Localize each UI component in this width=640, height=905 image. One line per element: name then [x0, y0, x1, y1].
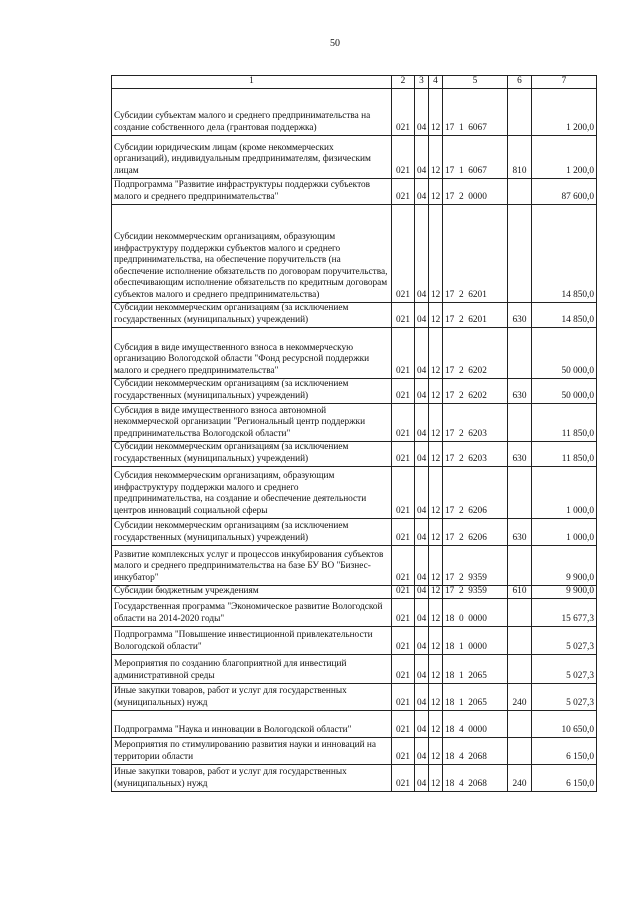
table-body	[112, 88, 597, 791]
row-name: Субсидии бюджетным учреждениям	[112, 585, 392, 598]
row-rz: 04	[415, 598, 429, 626]
table-row	[112, 302, 597, 327]
row-grbs: 021	[392, 598, 415, 626]
row-vr	[508, 626, 532, 654]
row-name: Субсидии некоммерческим организациям, образующим инфраструктуру поддержки субъектов малого и среднего предпринимательства, на обеспечение поручительств (на обеспечение исполнение обязательств по договорам поручительства, обеспечивающим исполнение обязательств по кредитным договорам субъектов малого и среднего предпринимательства)	[112, 204, 392, 302]
row-sum: 1 000,0	[532, 466, 597, 518]
row-sum: 6 150,0	[532, 737, 597, 764]
row-rz: 04	[415, 626, 429, 654]
row-csr: 17 2 6202	[443, 378, 508, 403]
row-sum: 1 200,0	[532, 88, 597, 135]
row-pr: 12	[429, 441, 443, 466]
row-name: Субсидия некоммерческим организациям, образующим инфраструктуру поддержки малого и среднего предпринимательства, на создание и обеспечение деятельности центров инноваций социальной сферы	[112, 466, 392, 518]
row-sum: 50 000,0	[532, 327, 597, 378]
table-row	[112, 178, 597, 204]
row-name: Государственная программа "Экономическое развитие Вологодской области на 2014-2020 годы"	[112, 598, 392, 626]
row-sum: 5 027,3	[532, 683, 597, 710]
row-csr: 17 2 9359	[443, 585, 508, 598]
table-row	[112, 441, 597, 466]
row-rz: 04	[415, 764, 429, 791]
row-sum: 9 900,0	[532, 545, 597, 585]
row-csr: 17 2 6202	[443, 327, 508, 378]
row-sum: 87 600,0	[532, 178, 597, 204]
row-vr	[508, 327, 532, 378]
row-pr: 12	[429, 654, 443, 683]
row-name: Подпрограмма "Развитие инфраструктуры поддержки субъектов малого и среднего предпринимательства"	[112, 178, 392, 204]
row-csr: 17 2 6203	[443, 403, 508, 441]
row-vr: 240	[508, 683, 532, 710]
row-rz: 04	[415, 466, 429, 518]
row-csr: 18 1 0000	[443, 626, 508, 654]
row-csr: 18 4 2068	[443, 764, 508, 791]
row-pr: 12	[429, 378, 443, 403]
row-rz: 04	[415, 518, 429, 545]
row-sum: 1 200,0	[532, 135, 597, 178]
table-row	[112, 710, 597, 737]
table-row	[112, 683, 597, 710]
row-grbs: 021	[392, 710, 415, 737]
row-rz: 04	[415, 710, 429, 737]
row-pr: 12	[429, 710, 443, 737]
row-name: Субсидии субъектам малого и среднего предпринимательства на создание собственного дела (грантовая поддержка)	[112, 88, 392, 135]
column-header: 4	[429, 76, 443, 89]
row-vr	[508, 466, 532, 518]
row-grbs: 021	[392, 737, 415, 764]
row-grbs: 021	[392, 204, 415, 302]
page-number: 50	[330, 38, 340, 49]
row-rz: 04	[415, 585, 429, 598]
row-sum: 15 677,3	[532, 598, 597, 626]
row-grbs: 021	[392, 302, 415, 327]
table-header-row	[112, 76, 597, 89]
row-csr: 17 1 6067	[443, 88, 508, 135]
row-vr: 630	[508, 378, 532, 403]
row-grbs: 021	[392, 545, 415, 585]
row-sum: 14 850,0	[532, 302, 597, 327]
row-name: Иные закупки товаров, работ и услуг для государственных (муниципальных) нужд	[112, 683, 392, 710]
row-grbs: 021	[392, 327, 415, 378]
row-pr: 12	[429, 626, 443, 654]
row-name: Иные закупки товаров, работ и услуг для государственных (муниципальных) нужд	[112, 764, 392, 791]
column-header: 6	[508, 76, 532, 89]
row-rz: 04	[415, 441, 429, 466]
row-name: Мероприятия по созданию благоприятной для инвестиций административной среды	[112, 654, 392, 683]
row-csr: 17 1 6067	[443, 135, 508, 178]
row-csr: 17 2 9359	[443, 545, 508, 585]
row-vr	[508, 598, 532, 626]
row-pr: 12	[429, 403, 443, 441]
row-vr	[508, 737, 532, 764]
row-grbs: 021	[392, 403, 415, 441]
row-pr: 12	[429, 737, 443, 764]
row-vr	[508, 88, 532, 135]
row-pr: 12	[429, 178, 443, 204]
table-row	[112, 327, 597, 378]
row-csr: 17 2 0000	[443, 178, 508, 204]
table-row	[112, 378, 597, 403]
row-rz: 04	[415, 403, 429, 441]
row-name: Подпрограмма "Повышение инвестиционной привлекательности Вологодской области"	[112, 626, 392, 654]
row-rz: 04	[415, 204, 429, 302]
row-name: Мероприятия по стимулированию развития науки и инноваций на территории области	[112, 737, 392, 764]
row-pr: 12	[429, 764, 443, 791]
row-vr: 630	[508, 302, 532, 327]
row-sum: 9 900,0	[532, 585, 597, 598]
row-sum: 50 000,0	[532, 378, 597, 403]
row-grbs: 021	[392, 626, 415, 654]
row-sum: 11 850,0	[532, 403, 597, 441]
table-row	[112, 764, 597, 791]
table-row	[112, 466, 597, 518]
row-grbs: 021	[392, 441, 415, 466]
row-rz: 04	[415, 737, 429, 764]
row-vr: 240	[508, 764, 532, 791]
row-sum: 10 650,0	[532, 710, 597, 737]
column-header: 2	[392, 76, 415, 89]
row-pr: 12	[429, 327, 443, 378]
table-row	[112, 518, 597, 545]
row-vr: 630	[508, 441, 532, 466]
budget-table	[111, 75, 597, 792]
row-vr	[508, 654, 532, 683]
table-row	[112, 654, 597, 683]
row-grbs: 021	[392, 654, 415, 683]
row-rz: 04	[415, 654, 429, 683]
row-csr: 17 2 6206	[443, 466, 508, 518]
row-vr: 610	[508, 585, 532, 598]
row-pr: 12	[429, 88, 443, 135]
row-pr: 12	[429, 135, 443, 178]
row-pr: 12	[429, 683, 443, 710]
row-name: Субсидии некоммерческим организациям (за исключением государственных (муниципальных) учреждений)	[112, 302, 392, 327]
row-vr	[508, 403, 532, 441]
row-sum: 5 027,3	[532, 654, 597, 683]
table-row	[112, 403, 597, 441]
table-row	[112, 737, 597, 764]
row-grbs: 021	[392, 466, 415, 518]
row-csr: 18 1 2065	[443, 683, 508, 710]
row-name: Субсидия в виде имущественного взноса в некоммерческую организацию Вологодской области "Фонд ресурсной поддержки малого и среднего предпринимательства"	[112, 327, 392, 378]
row-name: Субсидии юридическим лицам (кроме некоммерческих организаций), индивидуальным предпринимателям, физическим лицам	[112, 135, 392, 178]
row-grbs: 021	[392, 518, 415, 545]
table-row	[112, 88, 597, 135]
row-name: Субсидии некоммерческим организациям (за исключением государственных (муниципальных) учреждений)	[112, 378, 392, 403]
row-vr	[508, 710, 532, 737]
row-sum: 1 000,0	[532, 518, 597, 545]
row-csr: 18 4 2068	[443, 737, 508, 764]
row-grbs: 021	[392, 88, 415, 135]
row-name: Подпрограмма "Наука и инновации в Вологодской области"	[112, 710, 392, 737]
row-csr: 17 2 6201	[443, 302, 508, 327]
row-csr: 17 2 6206	[443, 518, 508, 545]
row-vr	[508, 545, 532, 585]
column-header: 1	[112, 76, 392, 89]
table-row	[112, 626, 597, 654]
row-rz: 04	[415, 302, 429, 327]
row-rz: 04	[415, 327, 429, 378]
row-pr: 12	[429, 545, 443, 585]
row-grbs: 021	[392, 178, 415, 204]
row-pr: 12	[429, 466, 443, 518]
row-csr: 18 4 0000	[443, 710, 508, 737]
row-csr: 17 2 6203	[443, 441, 508, 466]
row-sum: 14 850,0	[532, 204, 597, 302]
row-name: Субсидии некоммерческим организациям (за исключением государственных (муниципальных) учреждений)	[112, 441, 392, 466]
row-pr: 12	[429, 585, 443, 598]
row-name: Субсидия в виде имущественного взноса автономной некоммерческой организации "Региональный центр поддержки предпринимательства Вологодской области"	[112, 403, 392, 441]
row-rz: 04	[415, 545, 429, 585]
row-grbs: 021	[392, 135, 415, 178]
column-header: 3	[415, 76, 429, 89]
table-row	[112, 598, 597, 626]
row-vr	[508, 204, 532, 302]
table-row	[112, 135, 597, 178]
row-grbs: 021	[392, 764, 415, 791]
row-vr: 810	[508, 135, 532, 178]
column-header: 5	[443, 76, 508, 89]
table-row	[112, 204, 597, 302]
row-rz: 04	[415, 88, 429, 135]
row-pr: 12	[429, 598, 443, 626]
row-sum: 5 027,3	[532, 626, 597, 654]
row-rz: 04	[415, 135, 429, 178]
row-pr: 12	[429, 518, 443, 545]
row-grbs: 021	[392, 683, 415, 710]
row-csr: 18 0 0000	[443, 598, 508, 626]
row-rz: 04	[415, 683, 429, 710]
row-csr: 18 1 2065	[443, 654, 508, 683]
row-name: Развитие комплексных услуг и процессов инкубирования субъектов малого и среднего предпринимательства на базе БУ ВО "Бизнес-инкубатор"	[112, 545, 392, 585]
column-header: 7	[532, 76, 597, 89]
row-grbs: 021	[392, 378, 415, 403]
row-vr	[508, 178, 532, 204]
table-row	[112, 585, 597, 598]
row-rz: 04	[415, 178, 429, 204]
row-rz: 04	[415, 378, 429, 403]
row-pr: 12	[429, 302, 443, 327]
table-row	[112, 545, 597, 585]
row-grbs: 021	[392, 585, 415, 598]
row-pr: 12	[429, 204, 443, 302]
row-csr: 17 2 6201	[443, 204, 508, 302]
row-sum: 11 850,0	[532, 441, 597, 466]
row-sum: 6 150,0	[532, 764, 597, 791]
row-name: Субсидии некоммерческим организациям (за исключением государственных (муниципальных) учреждений)	[112, 518, 392, 545]
row-vr: 630	[508, 518, 532, 545]
